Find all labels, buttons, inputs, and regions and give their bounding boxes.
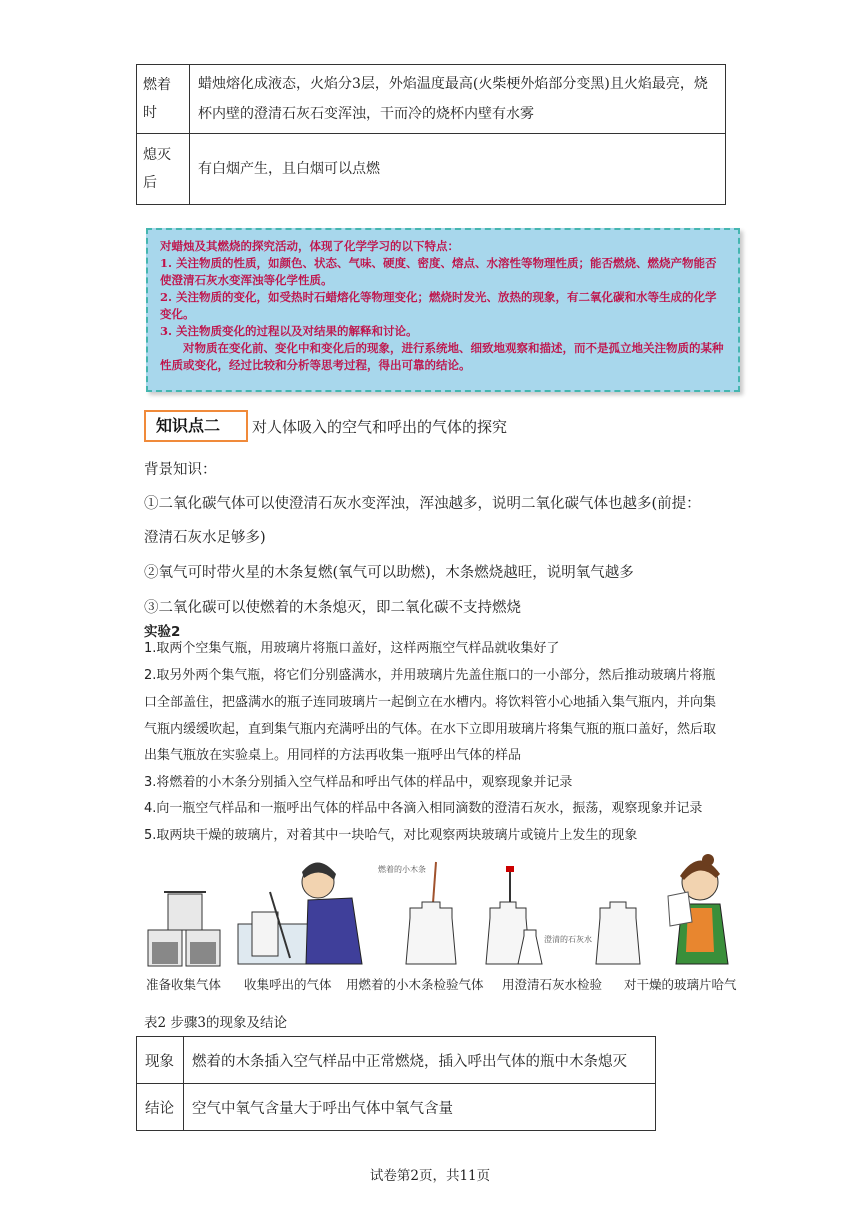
row-text: 燃着的木条插入空气样品中正常燃烧，插入呼出气体的瓶中木条熄灭	[184, 1037, 656, 1084]
person-blowing-illustration	[238, 862, 362, 964]
callout-line: 对蜡烛及其燃烧的探究活动，体现了化学学习的以下特点：	[160, 239, 459, 253]
candle-observation-table	[136, 64, 726, 205]
table-row	[137, 65, 726, 134]
experiment-illustration	[140, 852, 740, 970]
experiment-step: 1.取两个空集气瓶，用玻璃片将瓶口盖好，这样两瓶空气样品就收集好了	[144, 641, 560, 656]
girl-breathing-illustration	[668, 854, 728, 964]
table2-caption: 表2 步骤3的现象及结论	[144, 1015, 287, 1031]
figure-caption: 对干燥的玻璃片哈气	[624, 977, 737, 992]
callout-line: 3. 关注物质变化的过程以及对结果的解释和讨论。	[160, 324, 418, 338]
experiment-step: 2.取另外两个集气瓶，将它们分别盛满水，并用玻璃片先盖住瓶口的一小部分，然后推动玻璃片将瓶	[144, 668, 716, 683]
page-footer: 试卷第2页，共11页	[369, 1168, 491, 1184]
limewater-illustration	[486, 866, 640, 964]
callout-line: 对物质在变化前、变化中和变化后的现象，进行系统地、细致地观察和描述，而不是孤立地关注物质的某种性质或变化，经过比较和分析等思考过程，得出可靠的结论。	[160, 341, 724, 372]
gas-jars-illustration	[148, 892, 220, 966]
row-label: 燃着时	[137, 65, 190, 134]
table-row	[137, 1037, 656, 1084]
background-item: ①二氧化碳气体可以使澄清石灰水变浑浊，浑浊越多，说明二氧化碳气体也越多(前提：	[144, 496, 701, 512]
background-item: 澄清石灰水足够多)	[144, 530, 266, 546]
results-table	[136, 1036, 656, 1131]
callout-line: 2. 关注物质的变化，如受热时石蜡熔化等物理变化；燃烧时发光、放热的现象，有二氧化碳和水等生成的化学变化。	[160, 290, 717, 321]
experiment-step: 气瓶内缓缓吹起，直到集气瓶内充满呼出的气体。在水下立即用玻璃片将集气瓶的瓶口盖好，然后取	[144, 722, 717, 737]
summary-callout	[146, 228, 740, 392]
background-item: ③二氧化碳可以使燃着的木条熄灭，即二氧化碳不支持燃烧	[144, 600, 521, 616]
callout-line: 1. 关注物质的性质，如颜色、状态、气味、硬度、密度、熔点、水溶性等物理性质；能否燃烧、燃烧产物能否使澄清石灰水变浑浊等化学性质。	[160, 256, 717, 287]
experiment-step: 出集气瓶放在实验桌上。用同样的方法再收集一瓶呼出气体的样品	[144, 748, 522, 763]
row-label: 现象	[137, 1037, 184, 1084]
figure-caption: 用燃着的小木条检验气体	[346, 977, 484, 992]
burning-stick-illustration	[378, 862, 456, 964]
figure-caption: 准备收集气体	[146, 977, 222, 992]
experiment-step: 口全部盖住，把盛满水的瓶子连同玻璃片一起倒立在水槽内。将饮料管小心地插入集气瓶内，并向集	[144, 695, 717, 710]
row-text: 蜡烛熔化成液态，火焰分3层，外焰温度最高(火柴梗外焰部分变黑)且火焰最亮，烧杯内壁的澄清石灰石变浑浊，干而冷的烧杯内壁有水雾	[190, 65, 726, 134]
stick-label: 燃着的小木条	[378, 865, 426, 874]
experiment-step: 5.取两块干燥的玻璃片，对着其中一块哈气，对比观察两块玻璃片或镜片上发生的现象	[144, 828, 638, 843]
figure-caption: 收集呼出的气体	[244, 977, 332, 992]
limewater-label: 澄清的石灰水	[544, 935, 592, 944]
figure-caption: 用澄清石灰水检验	[502, 977, 603, 992]
experiment-title: 实验2	[144, 624, 181, 640]
background-heading: 背景知识：	[144, 462, 217, 478]
row-text: 空气中氧气含量大于呼出气体中氧气含量	[184, 1084, 656, 1131]
background-item: ②氧气可时带火星的木条复燃(氧气可以助燃)，木条燃烧越旺，说明氧气越多	[144, 565, 634, 581]
table-row	[137, 1084, 656, 1131]
row-label: 熄灭后	[137, 134, 190, 205]
experiment-step: 3.将燃着的小木条分别插入空气样品和呼出气体的样品中，观察现象并记录	[144, 775, 573, 790]
row-text: 有白烟产生，且白烟可以点燃	[190, 134, 726, 205]
knowledge-point-tag: 知识点二	[144, 410, 248, 442]
experiment-step: 4.向一瓶空气样品和一瓶呼出气体的样品中各滴入相同滴数的澄清石灰水，振荡，观察现象并记录	[144, 801, 703, 816]
knowledge-point-title: 对人体吸入的空气和呼出的气体的探究	[252, 418, 508, 436]
table-row	[137, 134, 726, 205]
row-label: 结论	[137, 1084, 184, 1131]
